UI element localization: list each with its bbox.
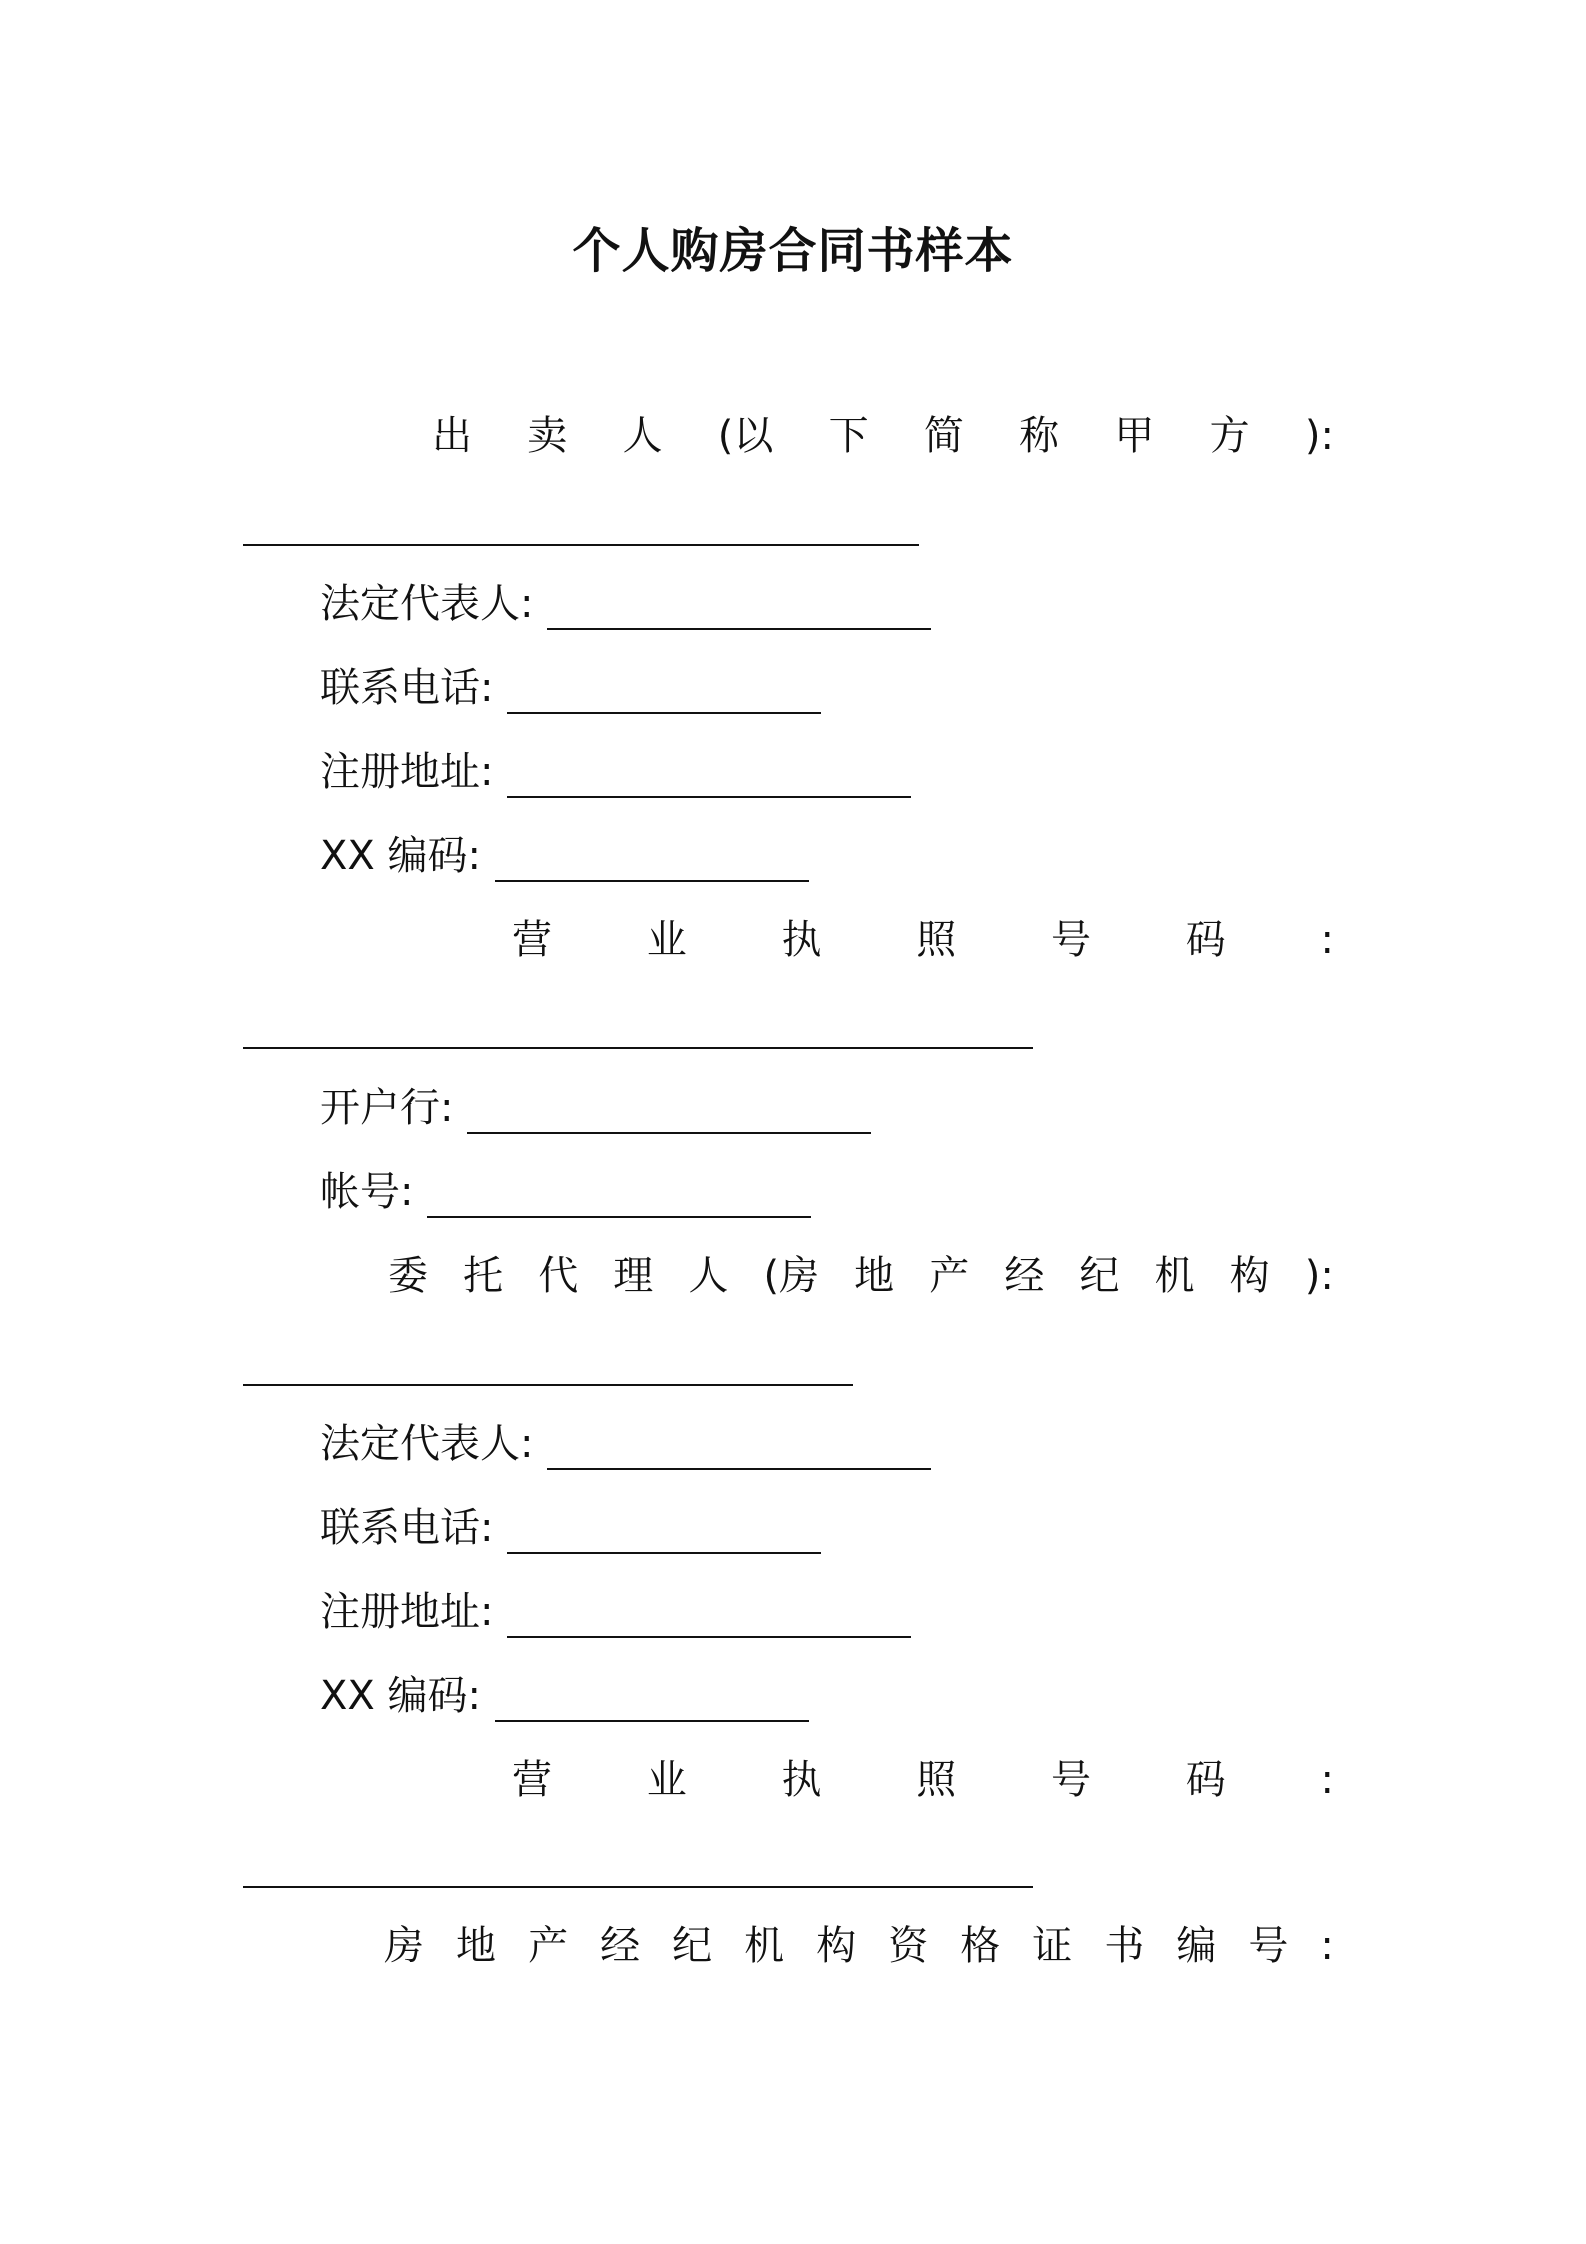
heading-char: 号 [1248, 1923, 1289, 1969]
agent-address-row [320, 1586, 911, 1638]
heading-char: ): [1304, 1253, 1334, 1299]
heading-char: 理 [613, 1253, 654, 1299]
license-blank[interactable] [243, 1047, 1033, 1049]
field-label: XX 编码: [320, 1673, 481, 1719]
account-row [320, 1166, 811, 1218]
heading-char: 经 [1004, 1253, 1045, 1299]
heading-char: 人 [688, 1253, 729, 1299]
license-heading [512, 914, 1334, 966]
heading-char: 委 [388, 1253, 428, 1299]
agent-legal-rep-row [320, 1418, 931, 1470]
field-label: 联系电话: [320, 665, 494, 711]
heading-char: 业 [646, 1757, 687, 1803]
heading-char: 业 [646, 917, 687, 963]
seller-name-blank[interactable] [243, 544, 919, 546]
document-title: 个人购房合同书样本 [572, 223, 1014, 279]
seller-phone-row [320, 662, 821, 714]
heading-char: 号 [1051, 1757, 1091, 1803]
field-label: 法定代表人: [320, 581, 534, 627]
heading-char: 产 [929, 1253, 970, 1299]
seller-legal-rep-row [320, 578, 931, 630]
bank-blank[interactable] [467, 1096, 871, 1134]
heading-char: : [1320, 1757, 1334, 1803]
heading-char: (房 [763, 1253, 820, 1299]
agent-license-blank[interactable] [243, 1886, 1033, 1888]
seller-address-row [320, 746, 911, 798]
agent-phone-row [320, 1502, 821, 1554]
qualification-heading [384, 1920, 1334, 1972]
heading-char: 编 [1176, 1923, 1217, 1969]
seller-heading [432, 410, 1334, 462]
address-blank[interactable] [507, 760, 911, 798]
field-label: 注册地址: [320, 749, 494, 795]
heading-char: 营 [512, 1757, 552, 1803]
field-label: XX 编码: [320, 833, 481, 879]
field-label: 法定代表人: [320, 1421, 534, 1467]
postcode-blank[interactable] [495, 844, 809, 882]
heading-char: 格 [960, 1923, 1001, 1969]
seller-postcode-row [320, 830, 809, 882]
agent-heading [388, 1250, 1334, 1302]
heading-char: 代 [538, 1253, 579, 1299]
field-label: 开户行: [320, 1085, 454, 1131]
heading-char: 机 [1154, 1253, 1195, 1299]
heading-char: 证 [1032, 1923, 1073, 1969]
heading-char: 码 [1185, 1757, 1226, 1803]
heading-char: 营 [512, 917, 552, 963]
heading-char: 经 [600, 1923, 641, 1969]
heading-char: 机 [744, 1923, 785, 1969]
heading-char: : [1320, 917, 1334, 963]
heading-char: 简 [923, 413, 964, 459]
heading-char: 号 [1051, 917, 1091, 963]
heading-char: 书 [1104, 1923, 1145, 1969]
heading-char: 产 [528, 1923, 569, 1969]
field-label: 联系电话: [320, 1505, 494, 1551]
field-label: 帐号: [320, 1169, 414, 1215]
heading-char: 纪 [1079, 1253, 1120, 1299]
heading-char: : [1320, 1923, 1334, 1969]
heading-char: ): [1304, 413, 1334, 459]
heading-char: 托 [463, 1253, 504, 1299]
heading-char: 出 [432, 413, 472, 459]
heading-char: 甲 [1114, 413, 1155, 459]
legal-rep-blank[interactable] [547, 592, 931, 630]
heading-char: 卖 [527, 413, 568, 459]
account-blank[interactable] [427, 1180, 811, 1218]
heading-char: (以 [717, 413, 774, 459]
phone-blank[interactable] [507, 676, 821, 714]
phone-blank[interactable] [507, 1516, 821, 1554]
heading-char: 码 [1185, 917, 1226, 963]
heading-char: 人 [622, 413, 663, 459]
heading-char: 纪 [672, 1923, 713, 1969]
legal-rep-blank[interactable] [547, 1432, 931, 1470]
postcode-blank[interactable] [495, 1684, 809, 1722]
field-label: 注册地址: [320, 1589, 494, 1635]
agent-postcode-row [320, 1670, 809, 1722]
heading-char: 地 [456, 1923, 497, 1969]
heading-char: 构 [1229, 1253, 1270, 1299]
heading-char: 照 [916, 1757, 957, 1803]
heading-char: 照 [916, 917, 957, 963]
heading-char: 资 [888, 1923, 929, 1969]
heading-char: 称 [1019, 413, 1060, 459]
heading-char: 方 [1209, 413, 1250, 459]
address-blank[interactable] [507, 1600, 911, 1638]
heading-char: 执 [781, 917, 822, 963]
agent-name-blank[interactable] [243, 1384, 853, 1386]
heading-char: 下 [828, 413, 869, 459]
heading-char: 房 [384, 1923, 424, 1969]
heading-char: 执 [781, 1757, 822, 1803]
heading-char: 地 [854, 1253, 895, 1299]
heading-char: 构 [816, 1923, 857, 1969]
agent-license-heading [512, 1754, 1334, 1806]
bank-row [320, 1082, 871, 1134]
